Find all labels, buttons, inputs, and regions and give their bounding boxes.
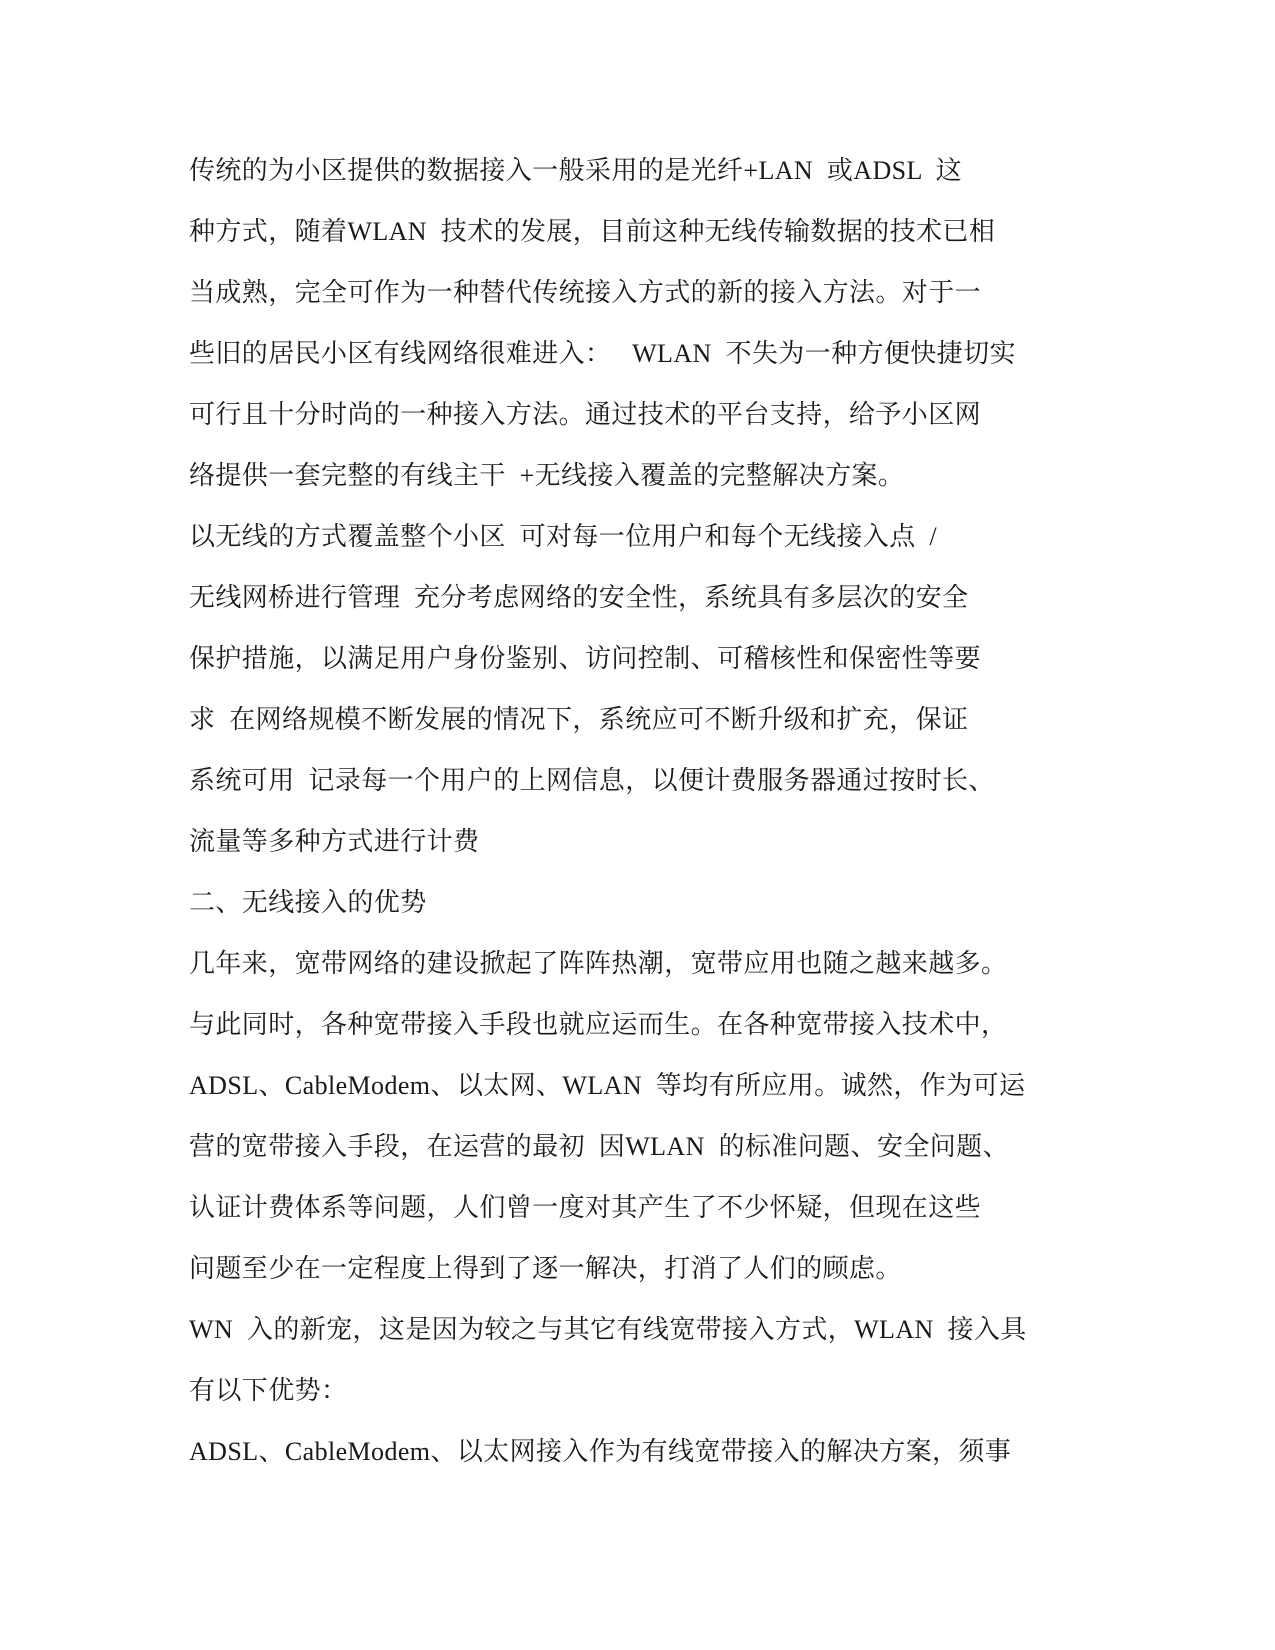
text-line: 营的宽带接入手段，在运营的最初 因WLAN 的标准问题、安全问题、 (189, 1132, 1009, 1161)
text-line: 有以下优势： (189, 1376, 348, 1405)
text-line: 以无线的方式覆盖整个小区 可对每一位用户和每个无线接入点 / (189, 522, 938, 551)
text-line: 求 在网络规模不断发展的情况下，系统应可不断升级和扩充，保证 (189, 705, 969, 734)
text-line: 当成熟，完全可作为一种替代传统接入方式的新的接入方法。对于一 (189, 278, 982, 307)
text-line: 系统可用 记录每一个用户的上网信息，以便计费服务器通过按时长、 (189, 766, 995, 795)
text-line: 问题至少在一定程度上得到了逐一解决，打消了人们的顾虑。 (189, 1254, 902, 1283)
text-line: 与此同时，各种宽带接入手段也就应运而生。在各种宽带接入技术中， (189, 1010, 1008, 1039)
text-line: 无线网桥进行管理 充分考虑网络的安全性，系统具有多层次的安全 (189, 583, 969, 612)
text-line: 认证计费体系等问题，人们曾一度对其产生了不少怀疑，但现在这些 (189, 1193, 982, 1222)
section-heading: 二、无线接入的优势 (189, 888, 427, 917)
text-line: 流量等多种方式进行计费 (189, 827, 480, 856)
text-line: ADSL、CableModem、以太网、WLAN 等均有所应用。诚然，作为可运 (189, 1071, 1026, 1100)
text-line: 络提供一套完整的有线主干 +无线接入覆盖的完整解决方案。 (189, 461, 905, 490)
text-line: 几年来，宽带网络的建设掀起了阵阵热潮，宽带应用也随之越来越多。 (189, 949, 1008, 978)
body-text (189, 140, 1089, 1482)
text-line: 保护措施，以满足用户身份鉴别、访问控制、可稽核性和保密性等要 (189, 644, 982, 673)
text-line: 传统的为小区提供的数据接入一般采用的是光纤+LAN 或ADSL 这 (189, 156, 963, 185)
text-line: 种方式，随着WLAN 技术的发展，目前这种无线传输数据的技术已相 (189, 217, 996, 246)
text-line: 些旧的居民小区有线网络很难进入： WLAN 不失为一种方便快捷切实 (189, 339, 1016, 368)
text-line: ADSL、CableModem、以太网接入作为有线宽带接入的解决方案，须事 (189, 1437, 1012, 1466)
text-line: 可行且十分时尚的一种接入方法。通过技术的平台支持，给予小区网 (189, 400, 982, 429)
text-line: WN 入的新宠，这是因为较之与其它有线宽带接入方式，WLAN 接入具 (189, 1315, 1027, 1344)
